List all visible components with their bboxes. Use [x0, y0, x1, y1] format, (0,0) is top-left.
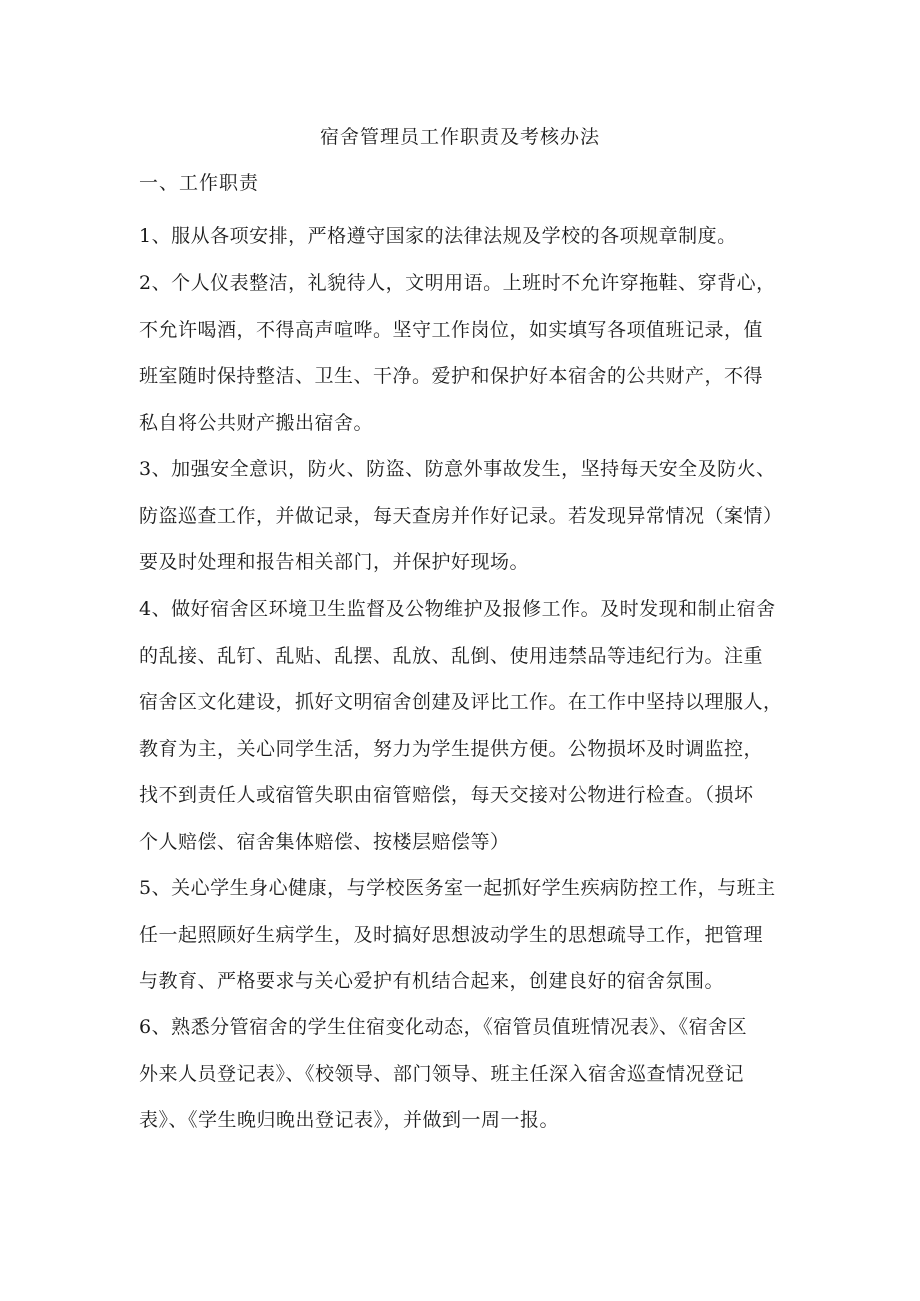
- paragraph-6: [139, 1004, 799, 1144]
- paragraph-line: 找不到责任人或宿管失职由宿管赔偿，每天交接对公物进行检查。（损坏: [139, 784, 754, 806]
- paragraph-line: 班室随时保持整洁、卫生、干净。爱护和保护好本宿舍的公共财产，不得: [139, 365, 764, 387]
- paragraph-line: 4、做好宿舍区环境卫生监督及公物维护及报修工作。及时发现和制止宿舍: [139, 598, 776, 620]
- paragraph-line: 外来人员登记表》、《校领导、部门领导、班主任深入宿舍巡查情况登记: [139, 1062, 745, 1085]
- paragraph-line: 教育为主，关心同学生活，努力为学生提供方便。公物损坏及时调监控，: [139, 737, 764, 760]
- paragraph-line: 不允许喝酒，不得高声喧哗。坚守工作岗位，如实填写各项值班记录，值: [139, 318, 764, 341]
- paragraph-5: [139, 865, 799, 1005]
- paragraph-line: 要及时处理和报告相关部门，并保护好现场。: [139, 551, 530, 573]
- paragraph-line: 任一起照顾好生病学生，及时搞好思想波动学生的思想疏导工作，把管理: [139, 923, 764, 946]
- paragraph-line: 个人赔偿、宿舍集体赔偿、按楼层赔偿等）: [139, 830, 510, 853]
- paragraph-line: 防盗巡查工作，并做记录，每天查房并作好记录。若发现异常情况（案情）: [139, 504, 783, 527]
- paragraph-line: 私自将公共财产搬出宿舍。: [139, 411, 374, 434]
- paragraph-1: [139, 213, 799, 260]
- paragraph-line: 5、关心学生身心健康，与学校医务室一起抓好学生疾病防控工作，与班主: [139, 877, 776, 899]
- paragraph-line: 3、加强安全意识，防火、防盗、防意外事故发生，坚持每天安全及防火、: [139, 458, 776, 480]
- paragraph-line: 6、熟悉分管宿舍的学生住宿变化动态，《宿管员值班情况表》、《宿舍区: [139, 1016, 748, 1038]
- paragraph-3: [139, 446, 799, 586]
- section-heading: 一、工作职责: [139, 172, 260, 194]
- paragraph-line: 与教育、严格要求与关心爱护有机结合起来，创建良好的宿舍氛围。: [139, 970, 725, 992]
- paragraph-line: 宿舍区文化建设，抓好文明宿舍创建及评比工作。在工作中坚持以理服人，: [139, 691, 783, 713]
- paragraph-2: [139, 260, 799, 446]
- paragraph-4: [139, 586, 799, 865]
- paragraph-line: 1、服从各项安排，严格遵守国家的法律法规及学校的各项规章制度。: [139, 225, 737, 247]
- paragraph-line: 2、个人仪表整洁，礼貌待人，文明用语。上班时不允许穿拖鞋、穿背心，: [139, 272, 776, 294]
- paragraph-line: 表》、《学生晚归晚出登记表》，并做到一周一报。: [139, 1109, 560, 1131]
- paragraph-line: 的乱接、乱钉、乱贴、乱摆、乱放、乱倒、使用违禁品等违纪行为。注重: [139, 644, 764, 667]
- document-title: 宿舍管理员工作职责及考核办法: [319, 126, 600, 148]
